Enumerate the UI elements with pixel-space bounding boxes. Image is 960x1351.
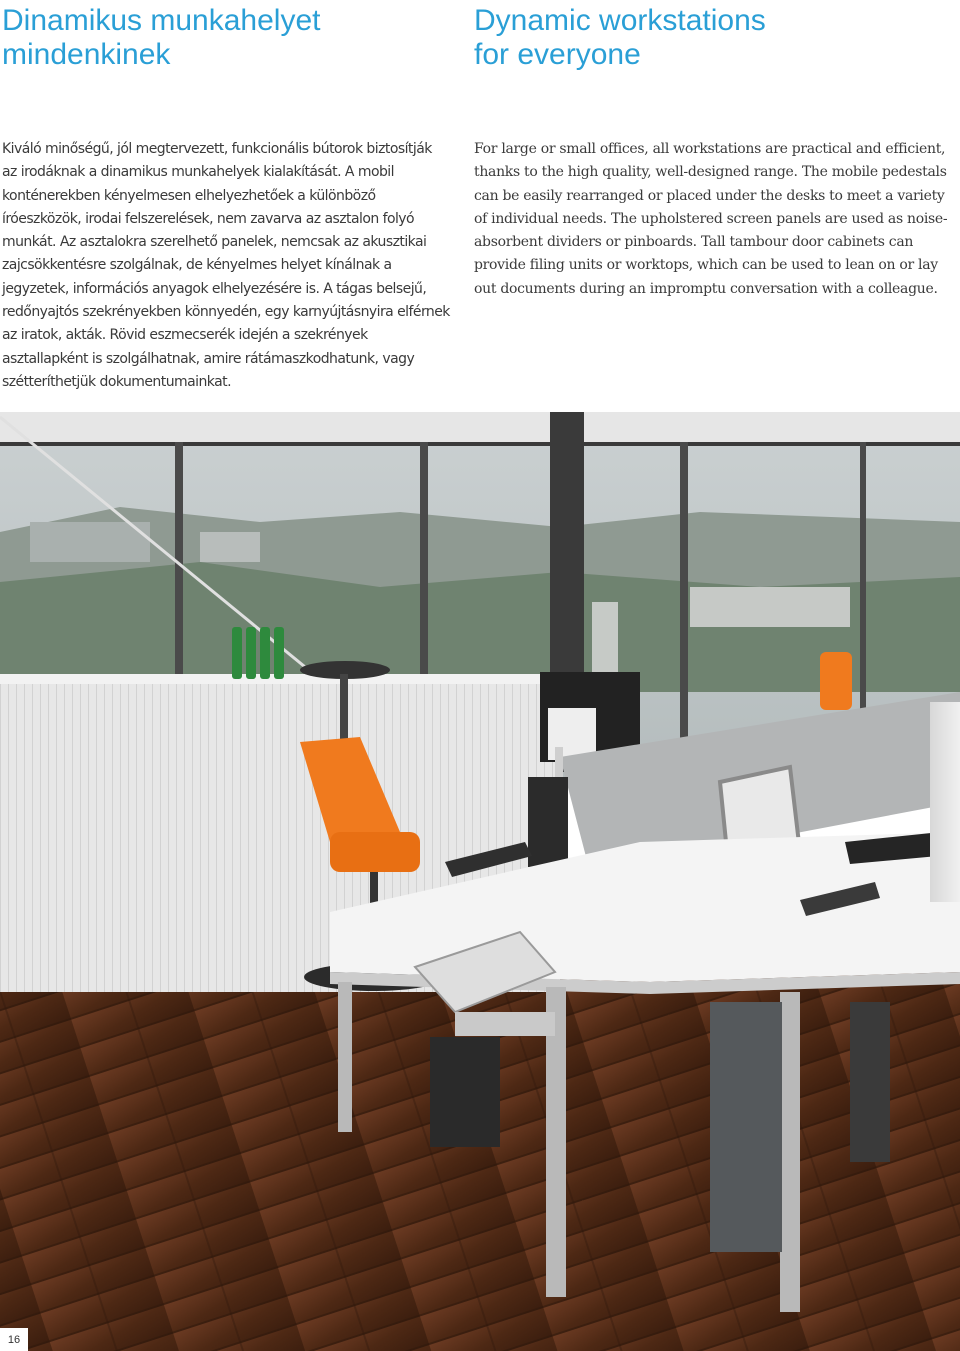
heading-hungarian [2, 4, 442, 72]
heading-english [474, 4, 934, 72]
heading-hungarian-line-1: Dinamikus munkahelyet [2, 4, 321, 37]
page-number: 16 [0, 1328, 28, 1351]
body-text-hungarian: Kiváló minőségű, jól megtervezett, funkcionális bútorok biztosítják az irodáknak a dinamikus munkahelyek kialakítását. A mobil konténerekben kényelmesen elhelyezhetőek a különböző íróeszközök, irodai felszerelések, nem zavarva az asztalon folyó munkát. Az asztalokra szerelhető panelek, nemcsak az akusztikai zajcsökkentésre szolgálnak, de kényelmes helyet kínálnak a jegyzetek, információs anyagok elhelyezésére is. A tágas belsejű, redőnyajtós szekrényekben könnyedén, egy karnyújtásnyira elférnek az iratok, akták. Rövid eszmecserék idején a szekrények asztallapként is szolgálhatnak, amire rátámaszkodhatunk, vagy szétteríthetjük dokumentumainkat. [2, 141, 450, 390]
heading-hungarian-line-2: mindenkinek [2, 38, 171, 71]
body-text-english: For large or small offices, all workstations are practical and efficient, thanks to the high quality, well-designed range. The mobile pedestals can be easily rearranged or placed under the desks to meet a variety of individual needs. The upholstered screen panels are used as noise-absorbent dividers or pinboards. Tall tambour door cabinets can provide filing units or worktops, which can be used to lean on or lay out documents during an impromptu conversation with a colleague. [474, 141, 948, 297]
heading-english-line-1: Dynamic workstations [474, 4, 766, 37]
office-photo [0, 412, 960, 1351]
heading-english-line-2: for everyone [474, 38, 641, 71]
